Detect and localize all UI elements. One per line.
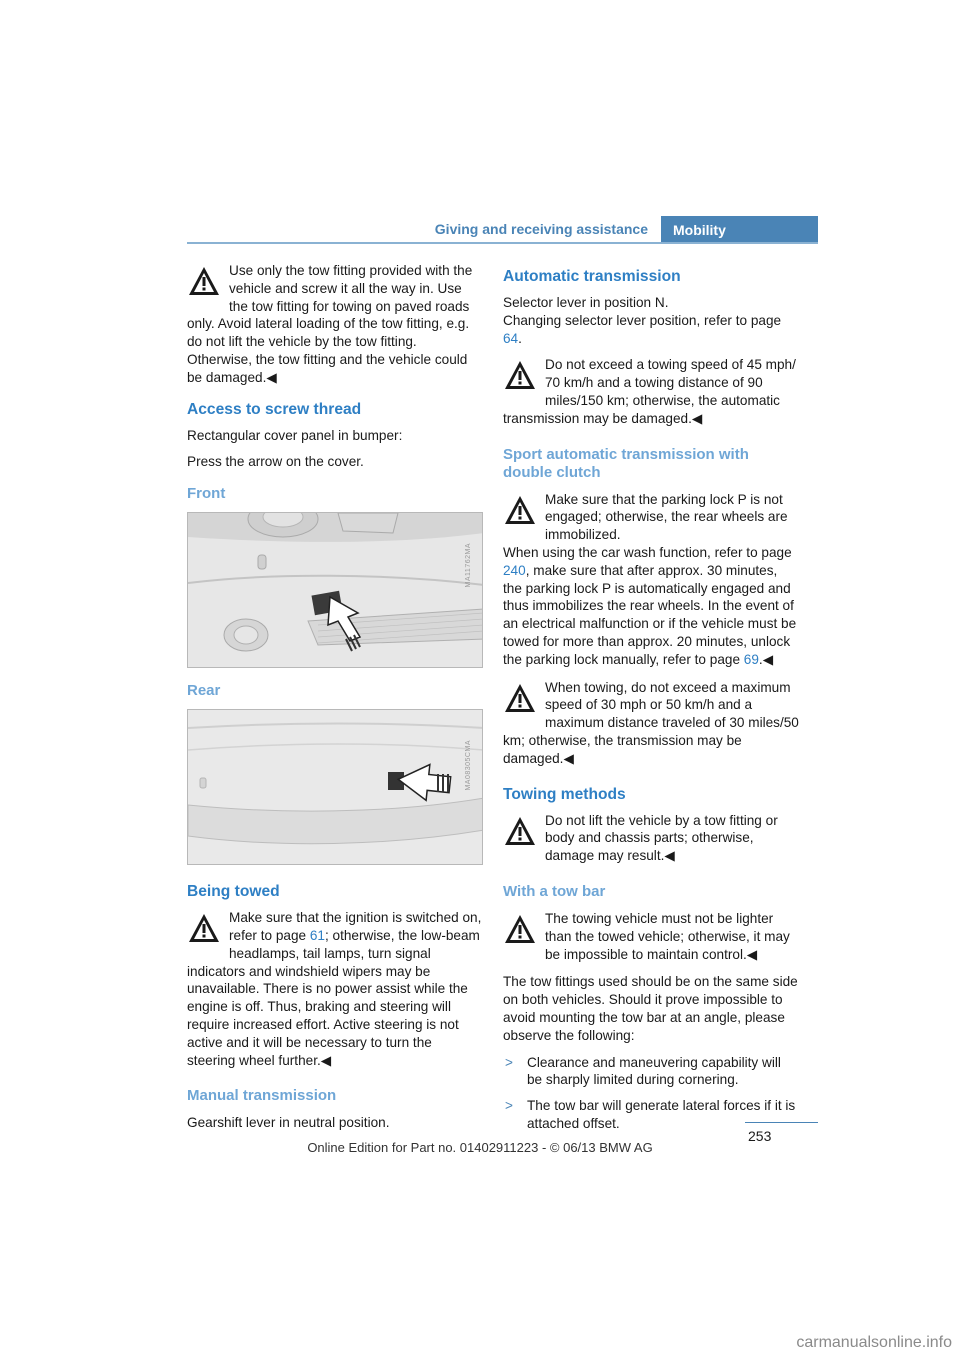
warning-icon [503, 358, 537, 392]
warning-text: Do not exceed a towing speed of 45 mph/ 70 km/h and a towing distance of 90 miles/150 km; otherwise, the automatic transmission may be damaged.◀ [503, 357, 796, 426]
warning-text: Make sure that the parking lock P is not engaged; otherwise, the rear wheels are immobilized. [545, 491, 788, 543]
bullet-marker: > [505, 1098, 513, 1114]
figure-code: MA11762MA [465, 543, 473, 588]
towing-speed-warning [503, 356, 799, 427]
heading-manual-transmission: Manual transmission [187, 1087, 337, 1105]
warning-text: Use only the tow fitting provided with the vehicle and screw it all the way in. Use the tow fitting for towing on paved roads only. Avoid lateral loading of the tow fitting, e.g. do not lift the vehicle by the tow fitting. Otherwise, the tow fitting and the vehicle could be damaged.◀ [187, 263, 473, 385]
right-column [503, 262, 799, 1142]
warning-text: .◀ [758, 651, 774, 667]
warning-text: When using the car wash function, refer to page [503, 544, 792, 560]
front-bumper-figure [187, 512, 483, 668]
footer-text: Online Edition for Part no. 01402911223 - © 06/13 BMW AG [307, 1140, 653, 1155]
page-link-61[interactable]: 61 [309, 927, 325, 943]
heading-front: Front [187, 485, 226, 503]
paragraph: Press the arrow on the cover. [187, 454, 364, 470]
left-column [187, 262, 483, 1141]
warning-icon [503, 912, 537, 946]
paragraph: The tow fittings used should be on the same side on both vehicles. Should it prove impossible to avoid mounting the tow bar at an angle, please observe the following: [503, 974, 798, 1043]
list-item-text: Clearance and maneuvering capability will be sharply limited during cornering. [527, 1054, 781, 1088]
figure-code: MA08305CMA [465, 740, 473, 791]
heading-sport-automatic: Sport automatic transmission with double clutch [503, 445, 749, 481]
heading-automatic-transmission: Automatic transmission [503, 268, 681, 285]
header-rule [187, 242, 818, 244]
tow-bar-warning [503, 910, 799, 963]
bullet-marker: > [505, 1054, 513, 1070]
list-item [503, 1054, 799, 1090]
warning-icon [503, 493, 537, 527]
section-title: Giving and receiving assistance [434, 221, 648, 237]
text: Changing selector lever position, refer to page [503, 312, 782, 328]
heading-access-screw-thread: Access to screw thread [187, 400, 362, 418]
warning-text: , make sure that after approx. 30 minutes, the parking lock P is automatically engaged and thus immobilizes the rear wheels. In the event of an electrical malfunction or if the vehicle must be towed for more than approx. 20 minutes, unlock the parking lock manually, refer to page [503, 562, 797, 667]
bullet-list [503, 1054, 799, 1133]
rear-bumper-figure [187, 709, 483, 865]
warning-icon [503, 814, 537, 848]
heading-towing-methods: Towing methods [503, 785, 626, 803]
warning-icon [187, 264, 221, 298]
paragraph: Selector lever in position N. [503, 295, 669, 310]
warning-icon [187, 911, 221, 945]
max-speed-warning [503, 679, 799, 768]
tow-fitting-warning [187, 262, 483, 387]
watermark: carmanualsonline.info [796, 1334, 952, 1351]
warning-text: ; otherwise, the low-beam headlamps, tail lamps, turn signal indicators and windshield wipers may be unavailable. There is no power assist while the engine is off. Thus, braking and steering will require increased effort. Active steering is not active and it will be necessary to turn the steering wheel further.◀ [187, 927, 480, 1068]
warning-icon [503, 681, 537, 715]
warning-text: The towing vehicle must not be lighter than the towed vehicle; otherwise, it may be impossible to maintain control.◀ [545, 910, 790, 962]
paragraph: Gearshift lever in neutral position. [187, 1115, 390, 1131]
warning-text: Do not lift the vehicle by a tow fitting or body and chassis parts; otherwise, damage may result.◀ [545, 812, 778, 864]
list-item-text: The tow bar will generate lateral forces if it is attached offset. [527, 1098, 796, 1131]
warning-text: Make sure that the ignition is switched on, refer to page [229, 910, 482, 943]
page-link-69[interactable]: 69 [743, 651, 759, 667]
warning-text: When towing, do not exceed a maximum speed of 30 mph or 50 km/h and a maximum distance traveled of 30 miles/50 km; otherwise, the transmission may be damaged.◀ [503, 679, 799, 766]
paragraph [503, 312, 799, 348]
lift-warning [503, 812, 799, 865]
page-number: 253 [748, 1128, 772, 1144]
heading-rear: Rear [187, 682, 221, 700]
page-link-64[interactable]: 64 [503, 330, 519, 346]
chapter-tab: Mobility [661, 216, 818, 243]
ignition-warning [187, 909, 483, 1069]
heading-being-towed: Being towed [187, 883, 280, 901]
parking-lock-warning [503, 491, 799, 669]
page-link-240[interactable]: 240 [503, 562, 526, 578]
heading-with-tow-bar: With a tow bar [503, 882, 606, 900]
text: . [518, 330, 522, 346]
paragraph: Rectangular cover panel in bumper: [187, 427, 403, 443]
page-number-rule [745, 1122, 818, 1123]
